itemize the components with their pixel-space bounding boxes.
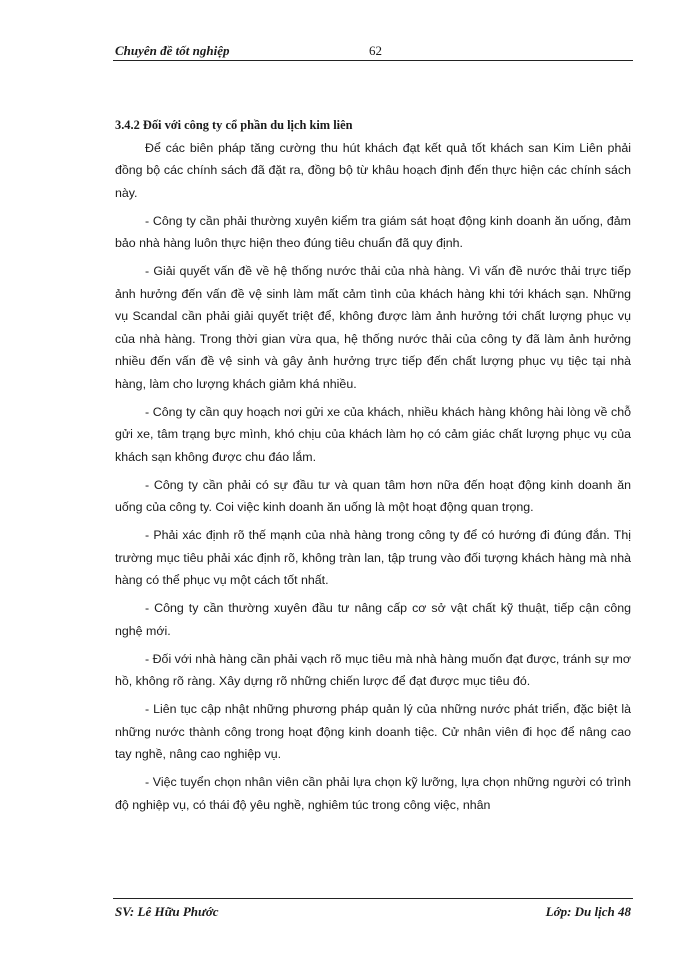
- class-name: Lớp: Du lịch 48: [545, 904, 631, 919]
- paragraph: - Đối với nhà hàng cần phải vạch rõ mục tiêu mà nhà hàng muốn đạt được, tránh sự mơ hồ, không rõ ràng. Xây dựng rõ những chiến lược để đạt được mục tiêu đó.: [115, 651, 631, 688]
- paragraph: - Việc tuyển chọn nhân viên cần phải lựa chọn kỹ lưỡng, lựa chọn những người có trình độ nghiệp vụ, có thái độ yêu nghề, nghiêm túc trong công việc, nhân: [115, 775, 631, 812]
- page-header: [113, 42, 633, 61]
- paragraph: - Liên tục cập nhật những phương pháp quản lý của những nước phát triển, đặc biệt là những nước thành công trong hoạt động kinh doanh tiệc. Cử nhân viên đi học để nâng cao tay nghề, nâng cao nghiệp vụ.: [115, 702, 631, 761]
- paragraph: - Phải xác định rõ thế mạnh của nhà hàng trong công ty để có hướng đi đúng đắn. Thị trường mục tiêu phải xác định rõ, không tràn lan, tập trung vào đối tượng khách hàng mà nhà hàng có thể phục vụ một cách tốt nhất.: [115, 528, 631, 587]
- document-title: Chuyên đề tốt nghiệp: [115, 43, 230, 58]
- paragraph: Để các biên pháp tăng cường thu hút khách đạt kết quả tốt khách san Kim Liên phải đồng bộ các chính sách đã đặt ra, đồng bộ từ khâu hoạch định đến thực hiện các chính sách này.: [115, 140, 631, 200]
- page-number: 62: [369, 43, 382, 58]
- paragraph: - Công ty cần phải thường xuyên kiểm tra giám sát hoạt động kinh doanh ăn uống, đảm bảo nhà hàng luôn thực hiện theo đúng tiêu chuẩn đã quy định.: [115, 213, 631, 250]
- page-content: [115, 114, 631, 822]
- paragraph: - Công ty cần thường xuyên đầu tư nâng cấp cơ sở vật chất kỹ thuật, tiếp cận công nghệ mới.: [115, 601, 631, 638]
- paragraph: - Giải quyết vấn đề về hệ thống nước thải của nhà hàng. Vì vấn đề nước thải trực tiếp ảnh hưởng đến vấn đề vệ sinh làm mất cảm tình của khách hàng khi tới khách sạn. Những vụ Scandal cần phải giải quyết triệt để, không được làm ảnh hưởng tới chất lượng phục vụ của nhà hàng. Trong thời gian vừa qua, hệ thống nước thải của công ty đã làm ảnh hưởng nhiều đến vấn đề vệ sinh và gây ảnh hưởng trực tiếp đến chất lượng phục vụ tiệc tại nhà hàng, làm cho lượng khách giảm khá nhiều.: [115, 264, 631, 391]
- paragraph: - Công ty cần quy hoạch nơi gửi xe của khách, nhiều khách hàng không hài lòng về chỗ gửi xe, tâm trạng bực mình, khó chịu của khách làm họ có cảm giác chất lượng phục vụ của khách sạn không được chu đáo lắm.: [115, 404, 631, 464]
- student-name: SV: Lê Hữu Phước: [115, 904, 219, 919]
- paragraph: - Công ty cần phải có sự đầu tư và quan tâm hơn nữa đến hoạt động kinh doanh ăn uống của công ty. Coi việc kinh doanh ăn uống là một hoạt động quan trọng.: [115, 477, 631, 514]
- section-heading: 3.4.2 Đối với công ty cổ phần du lịch kim liên: [115, 118, 353, 132]
- page-footer: [113, 898, 633, 921]
